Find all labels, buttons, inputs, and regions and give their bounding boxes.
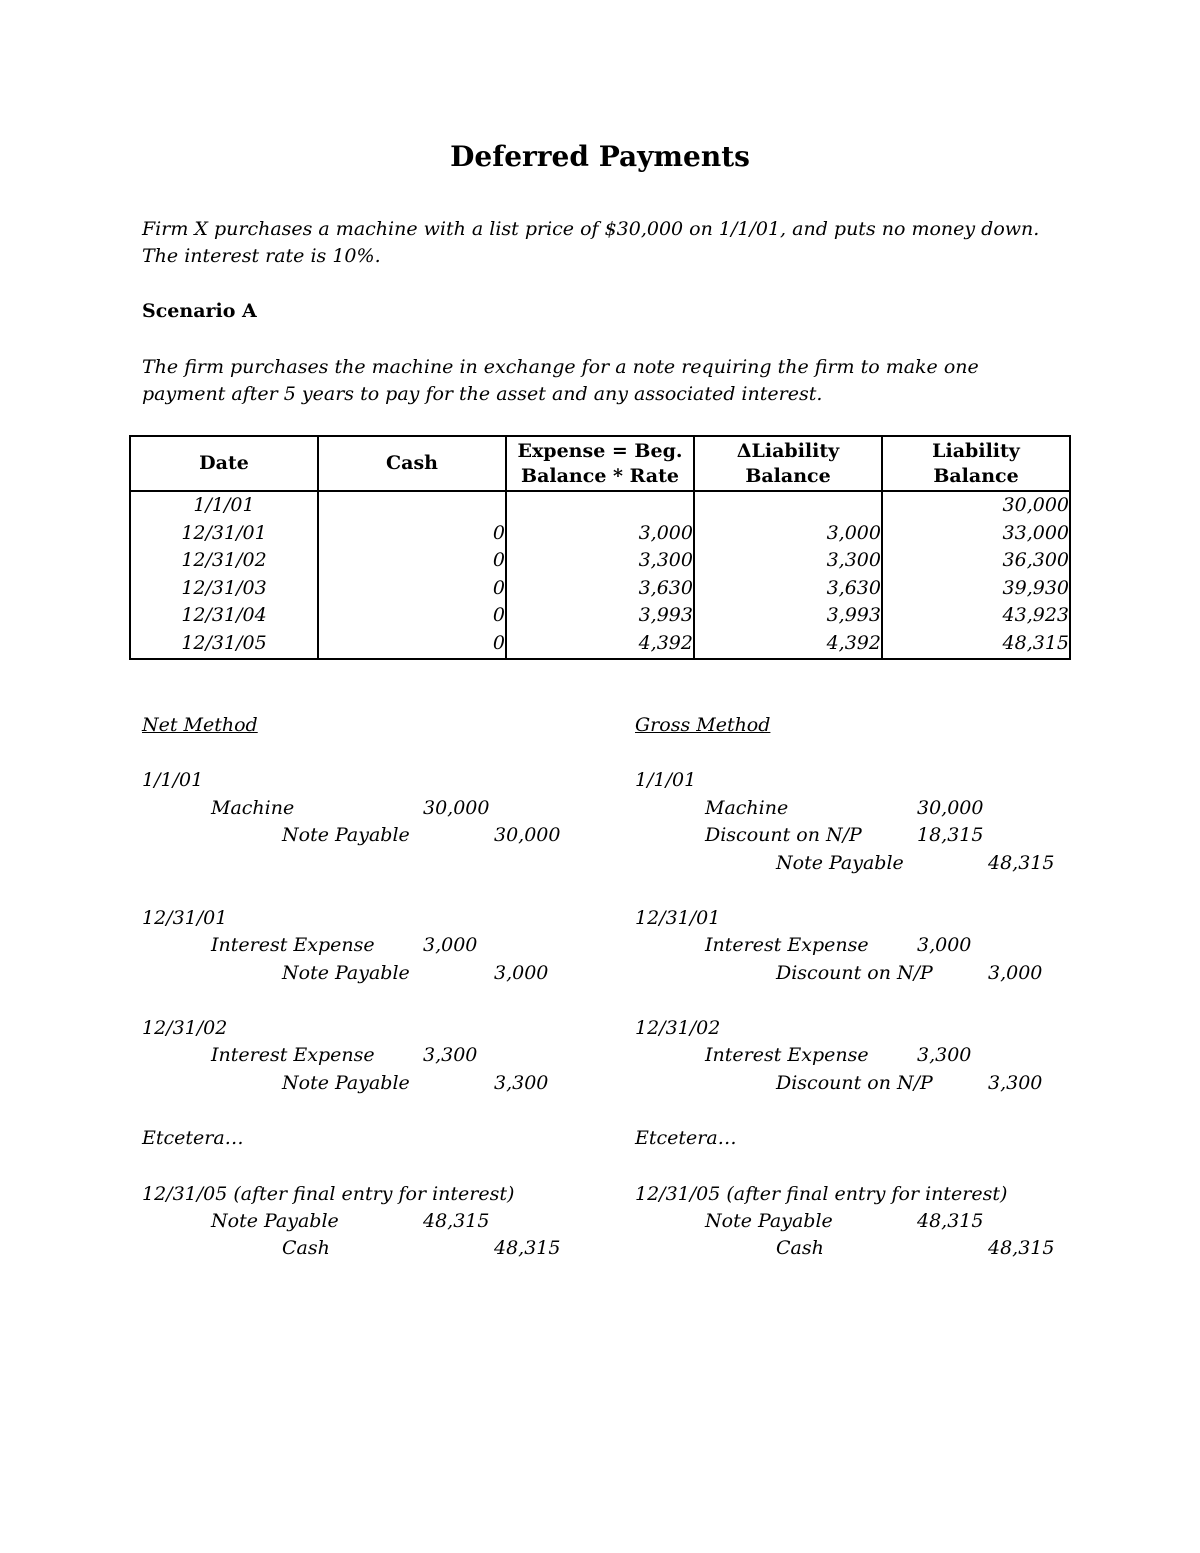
credit-account: Cash (282, 1237, 330, 1259)
journal-date: 12/31/02 (142, 1017, 228, 1039)
cell-balance: 48,315 (882, 630, 1070, 659)
cell-date: 1/1/01 (130, 491, 318, 520)
gross-method-title: Gross Method (635, 714, 771, 736)
credit-account: Note Payable (282, 1072, 410, 1094)
intro-line: Firm X purchases a machine with a list price of $30,000 on 1/1/01, and puts no money down. (142, 218, 1040, 240)
table-row (130, 630, 1070, 659)
cell-cash: 0 (318, 520, 506, 548)
journal-date: 1/1/01 (142, 769, 204, 791)
net-method-title: Net Method (142, 714, 258, 736)
cell-balance: 36,300 (882, 547, 1070, 575)
credit-account: Cash (776, 1237, 824, 1259)
credit-amount: 48,315 (988, 852, 1055, 874)
cell-cash (318, 491, 506, 520)
credit-account: Note Payable (776, 852, 904, 874)
credit-account: Note Payable (282, 962, 410, 984)
credit-account: Discount on N/P (776, 1072, 933, 1094)
table-row (130, 575, 1070, 603)
scenario-description-line: The firm purchases the machine in exchange for a note requiring the firm to make one (142, 356, 979, 378)
debit-account: Note Payable (705, 1210, 833, 1232)
credit-amount: 48,315 (494, 1237, 561, 1259)
table-row (130, 547, 1070, 575)
debit-amount: 30,000 (423, 797, 490, 819)
cell-change-liability: 3,630 (694, 575, 882, 603)
cell-expense: 3,993 (506, 602, 694, 630)
credit-amount: 30,000 (494, 824, 561, 846)
cell-expense: 4,392 (506, 630, 694, 659)
debit-amount: 3,000 (917, 934, 972, 956)
intro-line: The interest rate is 10%. (142, 245, 381, 267)
debit-account: Discount on N/P (705, 824, 862, 846)
debit-account: Machine (211, 797, 295, 819)
credit-amount: 3,000 (988, 962, 1043, 984)
header-cash: Cash (318, 436, 506, 491)
header-liability-balance: Liability Balance (882, 436, 1070, 491)
header-change-in-liability: ΔLiability Balance (694, 436, 882, 491)
debit-account: Machine (705, 797, 789, 819)
credit-amount: 3,000 (494, 962, 549, 984)
amortization-schedule-table (129, 435, 1071, 660)
credit-amount: 48,315 (988, 1237, 1055, 1259)
scenario-heading: Scenario A (142, 300, 257, 322)
credit-amount: 3,300 (988, 1072, 1043, 1094)
scenario-description-line: payment after 5 years to pay for the asset and any associated interest. (142, 383, 823, 405)
debit-account: Interest Expense (211, 1044, 375, 1066)
etcetera-note: Etcetera… (635, 1127, 737, 1149)
debit-account: Note Payable (211, 1210, 339, 1232)
debit-amount: 48,315 (917, 1210, 984, 1232)
table-header-row (130, 436, 1070, 491)
cell-expense (506, 491, 694, 520)
cell-cash: 0 (318, 575, 506, 603)
credit-account: Note Payable (282, 824, 410, 846)
debit-account: Interest Expense (705, 1044, 869, 1066)
journal-date: 12/31/05 (after final entry for interest) (142, 1183, 515, 1205)
cell-change-liability: 3,000 (694, 520, 882, 548)
cell-cash: 0 (318, 547, 506, 575)
cell-date: 12/31/04 (130, 602, 318, 630)
debit-amount: 3,000 (423, 934, 478, 956)
cell-balance: 39,930 (882, 575, 1070, 603)
header-expense: Expense = Beg. Balance * Rate (506, 436, 694, 491)
credit-amount: 3,300 (494, 1072, 549, 1094)
debit-account: Interest Expense (211, 934, 375, 956)
cell-date: 12/31/03 (130, 575, 318, 603)
cell-date: 12/31/02 (130, 547, 318, 575)
journal-date: 12/31/01 (635, 907, 721, 929)
cell-date: 12/31/01 (130, 520, 318, 548)
cell-cash: 0 (318, 602, 506, 630)
etcetera-note: Etcetera… (142, 1127, 244, 1149)
debit-amount: 30,000 (917, 797, 984, 819)
cell-change-liability: 4,392 (694, 630, 882, 659)
page-title: Deferred Payments (450, 140, 750, 173)
journal-date: 12/31/01 (142, 907, 228, 929)
cell-balance: 33,000 (882, 520, 1070, 548)
debit-amount: 3,300 (917, 1044, 972, 1066)
table-row (130, 520, 1070, 548)
journal-date: 12/31/05 (after final entry for interest) (635, 1183, 1008, 1205)
cell-expense: 3,000 (506, 520, 694, 548)
debit-account: Interest Expense (705, 934, 869, 956)
cell-change-liability (694, 491, 882, 520)
cell-change-liability: 3,300 (694, 547, 882, 575)
cell-balance: 30,000 (882, 491, 1070, 520)
credit-account: Discount on N/P (776, 962, 933, 984)
cell-balance: 43,923 (882, 602, 1070, 630)
table-row (130, 491, 1070, 520)
debit-amount: 18,315 (917, 824, 984, 846)
debit-amount: 3,300 (423, 1044, 478, 1066)
cell-expense: 3,300 (506, 547, 694, 575)
cell-expense: 3,630 (506, 575, 694, 603)
journal-date: 12/31/02 (635, 1017, 721, 1039)
table-row (130, 602, 1070, 630)
cell-cash: 0 (318, 630, 506, 659)
header-date: Date (130, 436, 318, 491)
debit-amount: 48,315 (423, 1210, 490, 1232)
cell-change-liability: 3,993 (694, 602, 882, 630)
cell-date: 12/31/05 (130, 630, 318, 659)
journal-date: 1/1/01 (635, 769, 697, 791)
